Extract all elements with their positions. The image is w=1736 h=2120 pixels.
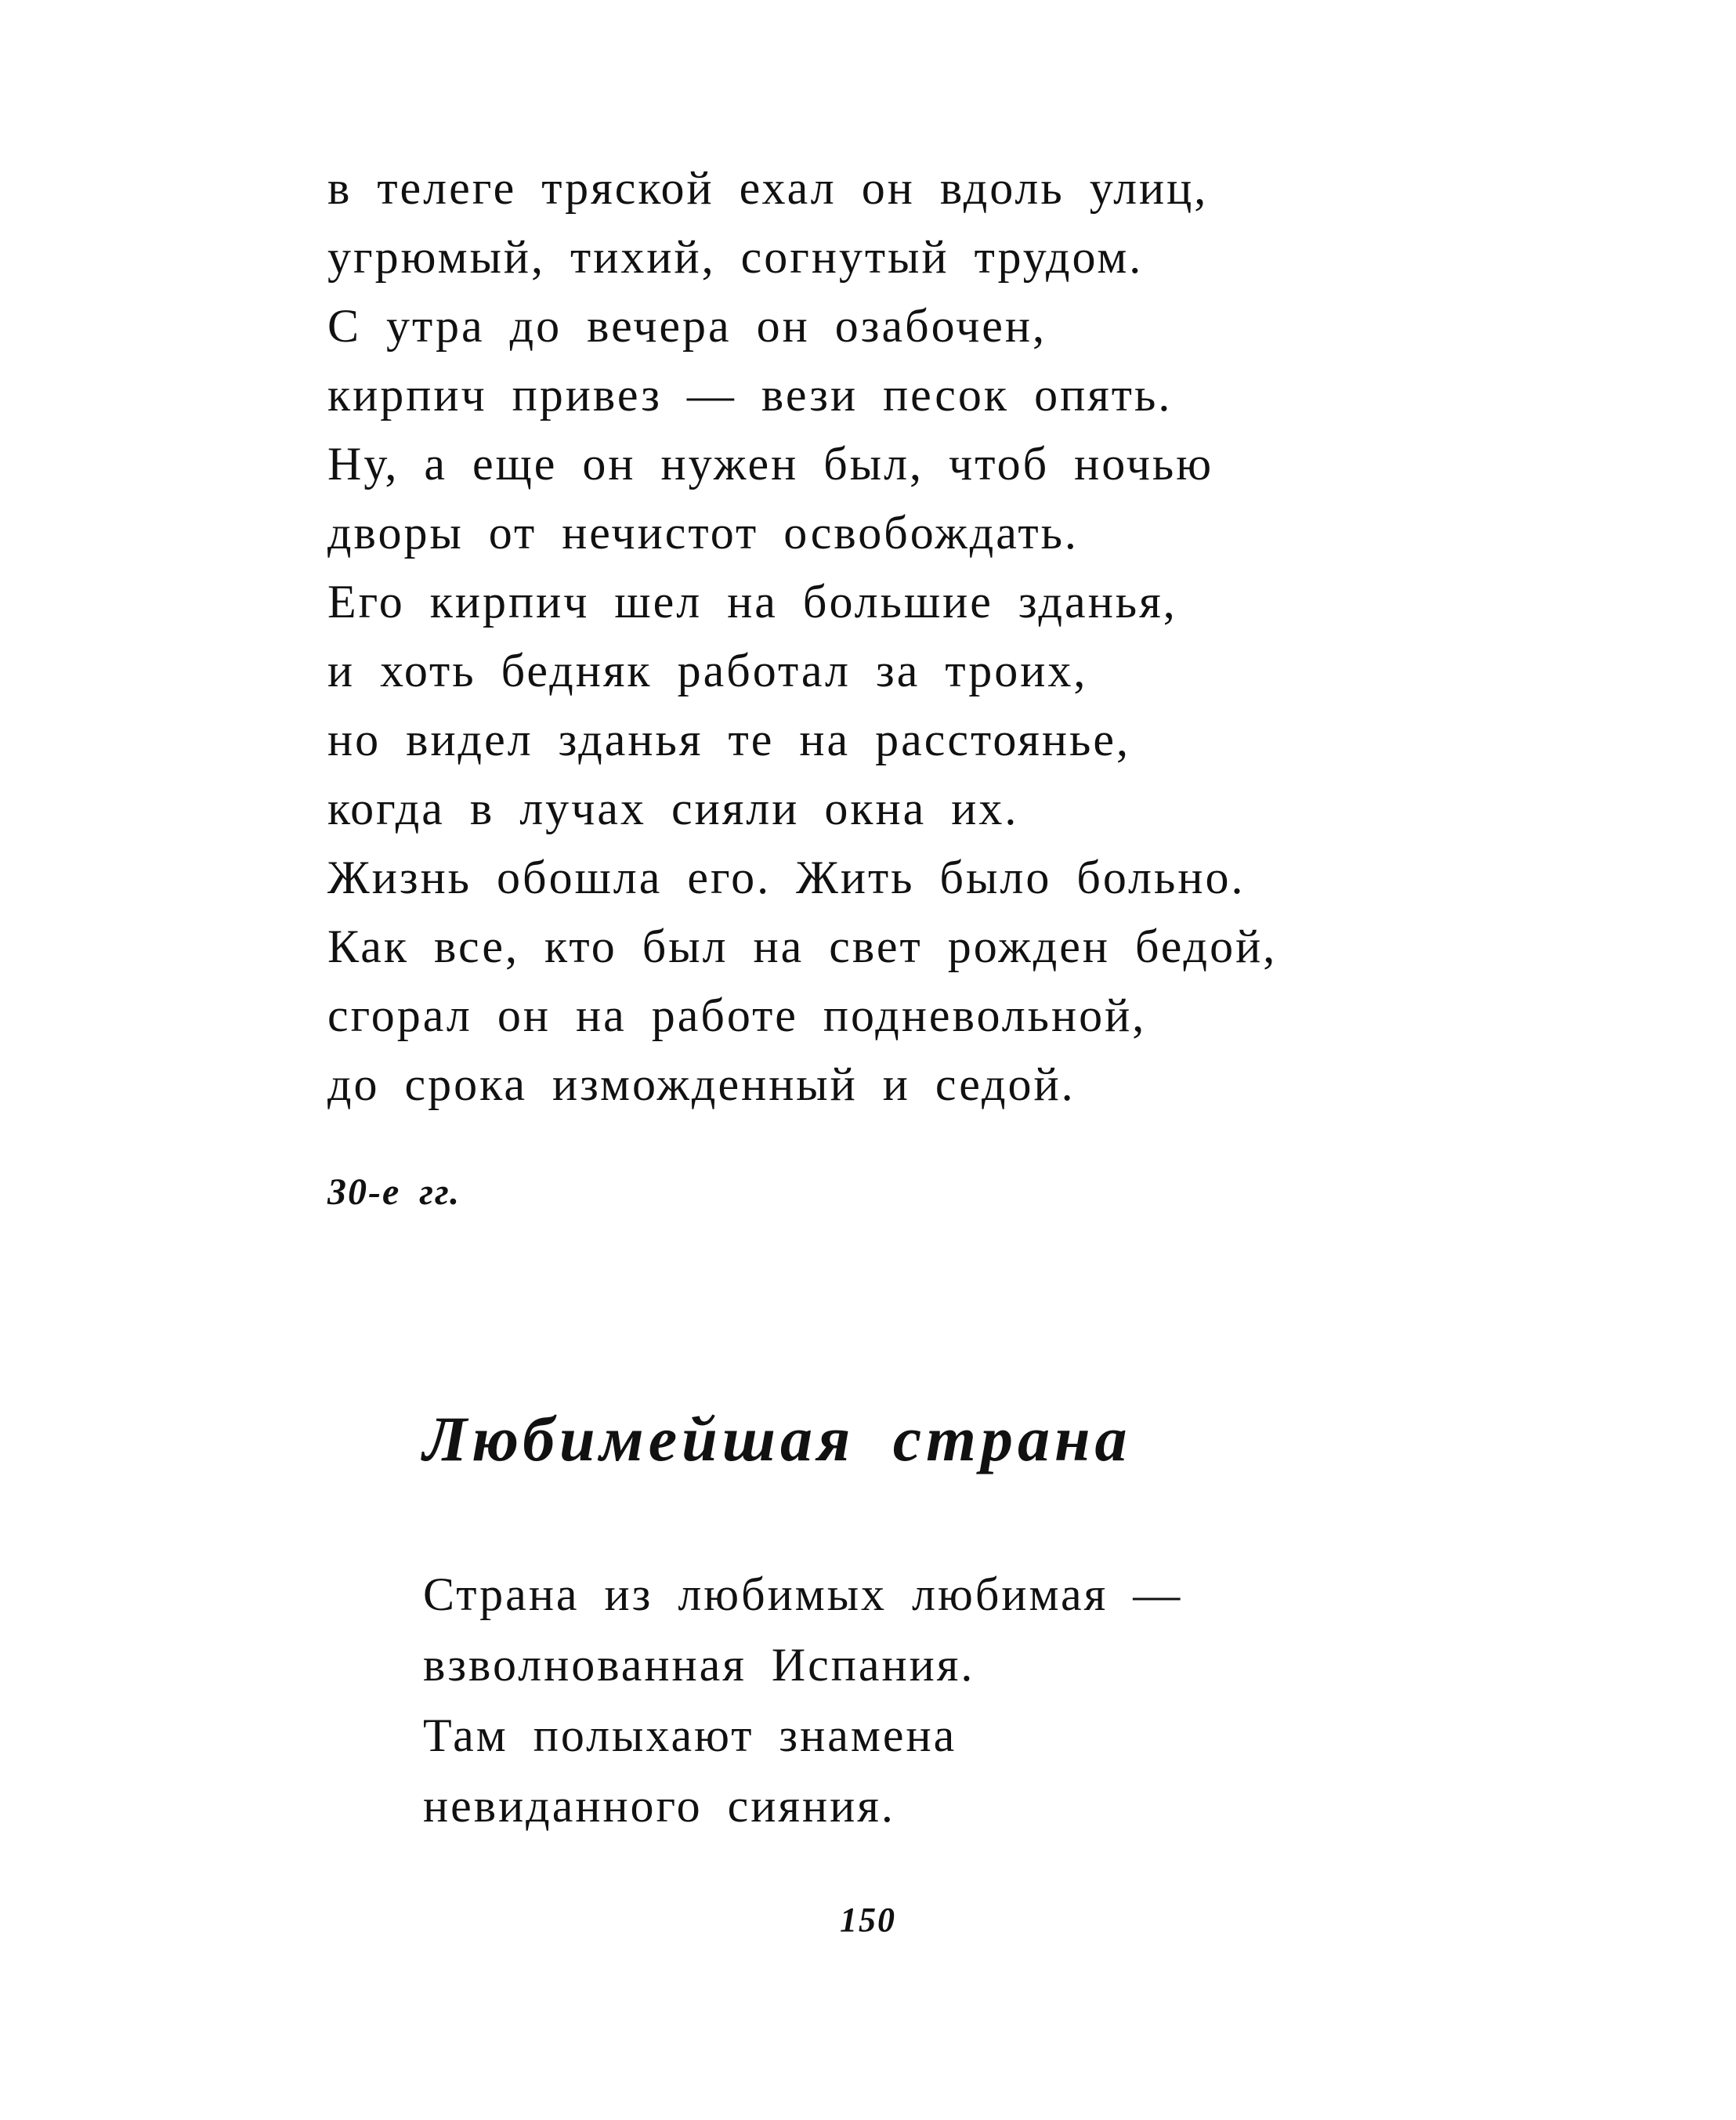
poem-title: Любимейшая страна [423,1403,1132,1474]
poem-line: Ну, а еще он нужен был, чтоб ночью [327,438,1214,490]
poem-line: невиданного сияния. [423,1780,895,1832]
poem-line: Как все, кто был на свет рожден бедой, [327,921,1278,972]
poem-line: когда в лучах сияли окна их. [327,783,1019,834]
poem-line: Там полыхают знамена [423,1709,957,1761]
poem-line: сгорал он на работе подневольной, [327,989,1147,1041]
poem-line: угрюмый, тихий, согнутый трудом. [327,231,1144,283]
poem-ending-stanza [327,154,1503,1119]
poem-line: дворы от нечистот освобождать. [327,507,1079,559]
poem-line: взволнованная Испания. [423,1639,975,1691]
poem-line: но видел зданья те на расстоянье, [327,714,1130,765]
poem-line: в телеге тряской ехал он вдоль улиц, [327,162,1209,214]
poem-line: Жизнь обошла его. Жить было больно. [327,852,1246,903]
next-poem-stanza [423,1559,1441,1841]
poem-line: до срока изможденный и седой. [327,1058,1076,1110]
poem-line: С утра до вечера он озабочен, [327,300,1047,352]
poem-date: 30-е гг. [327,1171,461,1213]
poem-line: и хоть бедняк работал за троих, [327,645,1088,696]
poem-line: Страна из любимых любимая — [423,1568,1183,1620]
poem-line: Его кирпич шел на большие зданья, [327,576,1177,628]
poem-line: кирпич привез — вези песок опять. [327,369,1173,421]
page-number: 150 [840,1901,896,1939]
